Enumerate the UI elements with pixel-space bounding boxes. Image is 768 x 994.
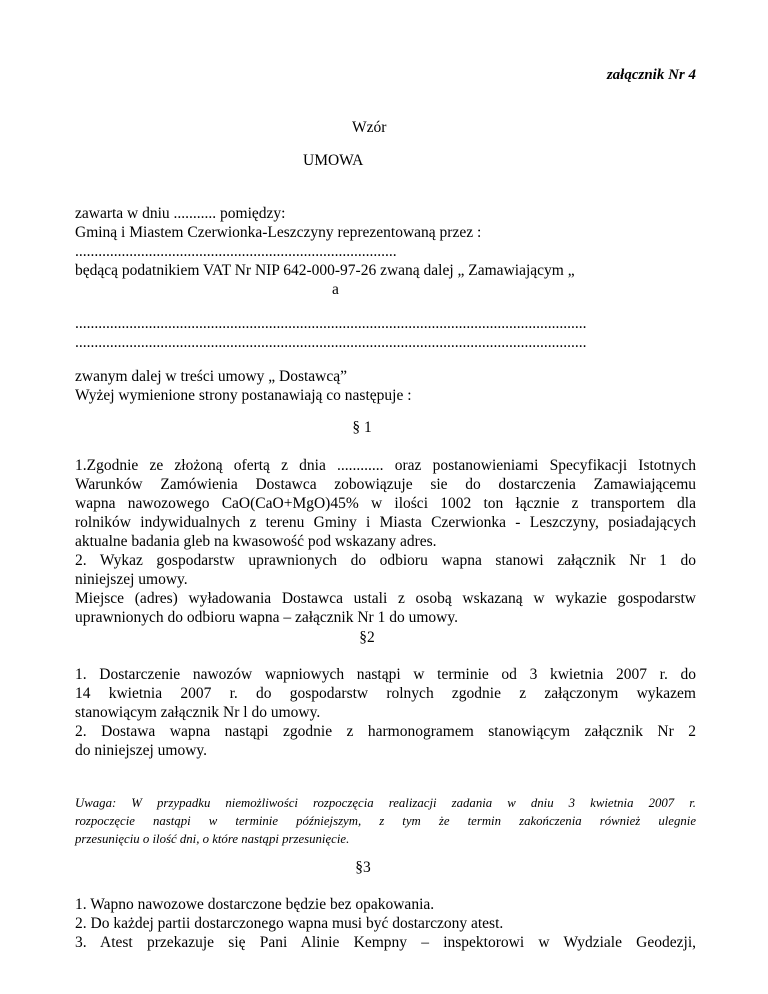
paragraph-line: aktualne badania gleb na kwasowość pod wskazany adres. <box>75 533 437 550</box>
note-line: rozpoczęcie nastąpi w terminie późniejszym, z tym że termin zakończenia również ulegnie <box>75 814 696 828</box>
contractor-dots <box>75 314 696 352</box>
paragraph-line: 2. Wykaz gospodarstw uprawnionych do odbioru wapna stanowi załącznik Nr 1 do <box>75 552 696 569</box>
intro-line: zawarta w dniu ........... pomiędzy: <box>75 205 286 222</box>
intro-line: Gminą i Miastem Czerwionka-Leszczyny reprezentowaną przez : <box>75 224 482 241</box>
paragraph-line: 2. Do każdej partii dostarczonego wapna musi być dostarczony atest. <box>75 915 504 932</box>
template-label: Wzór <box>352 119 387 136</box>
dotted-line: .................................................................................................................................... <box>75 334 587 351</box>
intro-block <box>75 204 696 299</box>
note-line: przesunięciu o ilość dni, o które nastąpi przesunięcie. <box>75 832 350 846</box>
paragraph-line: Warunków Zamówienia Dostawca zobowiązuje sie do dostarczenia Zamawiającemu <box>75 476 696 493</box>
intro-line: ................................................................................... <box>75 243 397 260</box>
paragraph-line: 1.Zgodnie ze złożoną ofertą z dnia ............ oraz postanowieniami Specyfikacji Istotnych <box>75 457 696 474</box>
paragraph-line: rolników indywidualnych z terenu Gminy i Miasta Czerwionka - Leszczyny, posiadających <box>75 514 696 531</box>
dotted-line: .................................................................................................................................... <box>75 315 587 332</box>
section-2-title: §2 <box>359 629 375 646</box>
section-1-title: § 1 <box>352 419 372 436</box>
section-3-title: §3 <box>355 859 371 876</box>
paragraph-line: 1. Wapno nawozowe dostarczone będzie bez opakowania. <box>75 896 435 913</box>
paragraph-line: 2. Dostawa wapna nastąpi zgodnie z harmonogramem stanowiącym załącznik Nr 2 <box>75 723 696 740</box>
parties-block <box>75 367 696 405</box>
paragraph-line: wapna nawozowego CaO(CaO+MgO)45% w ilości 1002 ton łącznie z transportem dla <box>75 495 696 512</box>
intro-line: a <box>332 281 339 298</box>
paragraph-line: 3. Atest przekazuje się Pani Alinie Kempny – inspektorowi w Wydziale Geodezji, <box>75 934 696 951</box>
paragraph-line: 1. Dostarczenie nawozów wapniowych nastąpi w terminie od 3 kwietnia 2007 r. do <box>75 666 696 683</box>
annex-label: załącznik Nr 4 <box>606 67 696 83</box>
section-2-body <box>75 665 696 760</box>
document-title: UMOWA <box>303 152 364 169</box>
paragraph-line: 14 kwietnia 2007 r. do gospodarstw rolnych zgodnie z załączonym wykazem <box>75 685 696 702</box>
section-3-body <box>75 895 696 952</box>
paragraph-line: niniejszej umowy. <box>75 571 188 588</box>
note-block <box>75 794 696 848</box>
paragraph-line: Miejsce (adres) wyładowania Dostawca ustali z osobą wskazaną w wykazie gospodarstw <box>75 590 696 607</box>
intro-line: Wyżej wymienione strony postanawiają co następuje : <box>75 387 412 404</box>
paragraph-line: uprawnionych do odbioru wapna – załącznik Nr 1 do umowy. <box>75 609 458 626</box>
section-1-body <box>75 456 696 627</box>
note-line: Uwaga: W przypadku niemożliwości rozpoczęcia realizacji zadania w dniu 3 kwietnia 2007 r. <box>75 796 696 810</box>
paragraph-line: do niniejszej umowy. <box>75 742 208 759</box>
intro-line: będącą podatnikiem VAT Nr NIP 642-000-97-26 zwaną dalej „ Zamawiającym „ <box>75 262 575 279</box>
paragraph-line: stanowiącym załącznik Nr l do umowy. <box>75 704 321 721</box>
intro-line: zwanym dalej w treści umowy „ Dostawcą” <box>75 368 348 385</box>
